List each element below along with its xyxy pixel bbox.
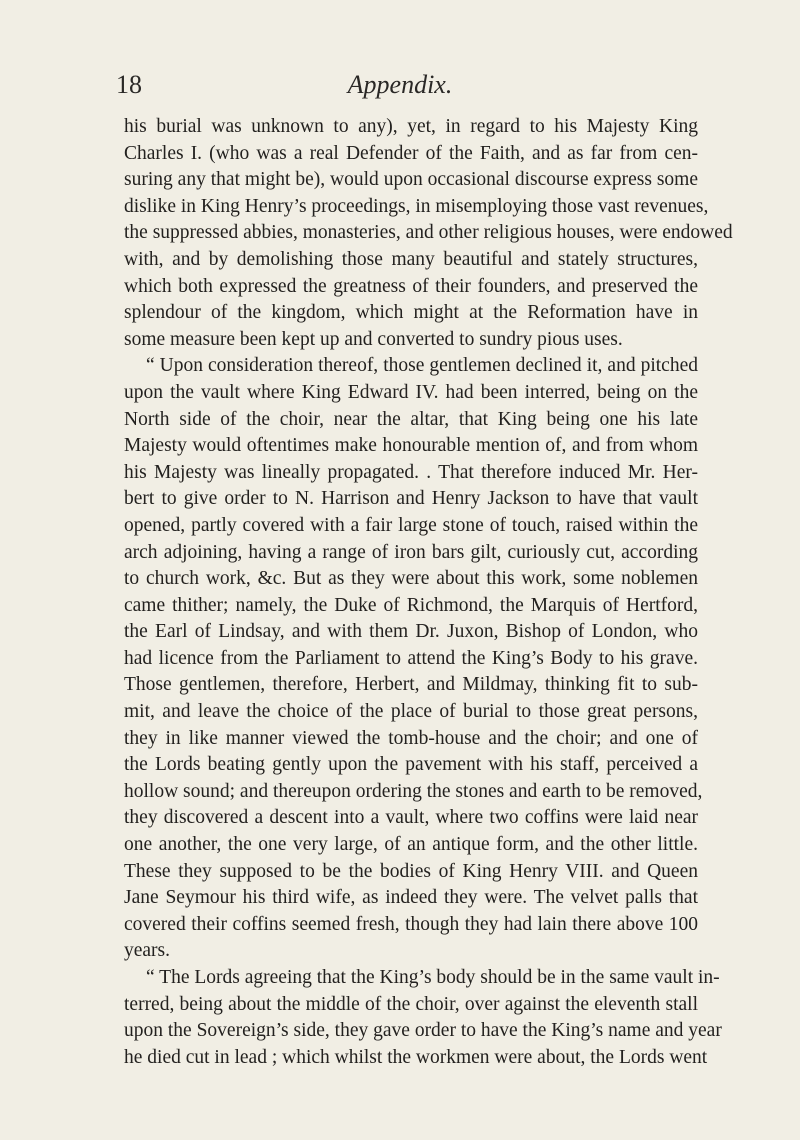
text-line: terred, being about the middle of the choir, over against the eleventh stall bbox=[124, 993, 698, 1015]
running-head: Appendix. bbox=[347, 70, 453, 99]
text-line: some measure been kept up and converted to sundry pious uses. bbox=[124, 328, 623, 350]
text-line: years. bbox=[124, 940, 171, 962]
text-line: dislike in King Henry’s proceedings, in misemploying those vast revenues, bbox=[124, 195, 709, 217]
text-line: arch adjoining, having a range of iron bars gilt, curiously cut, according bbox=[124, 541, 698, 563]
body-text bbox=[124, 114, 733, 1071]
text-line: Those gentlemen, therefore, Herbert, and Mildmay, thinking fit to sub- bbox=[124, 674, 698, 696]
text-line: came thither; namely, the Duke of Richmond, the Marquis of Hertford, bbox=[124, 594, 698, 616]
text-line: the Lords beating gently upon the pavement with his staff, perceived a bbox=[124, 754, 698, 776]
text-line: bert to give order to N. Harrison and Henry Jackson to have that vault bbox=[124, 488, 698, 510]
text-line: suring any that might be), would upon occasional discourse express some bbox=[124, 169, 698, 191]
text-line: with, and by demolishing those many beautiful and stately structures, bbox=[124, 248, 698, 270]
text-line: Jane Seymour his third wife, as indeed they were. The velvet palls that bbox=[124, 887, 698, 909]
text-line: the suppressed abbies, monasteries, and other religious houses, were endowed bbox=[124, 222, 733, 244]
text-line: covered their coffins seemed fresh, though they had lain there above 100 bbox=[124, 913, 698, 935]
text-line: Charles I. (who was a real Defender of the Faith, and as far from cen- bbox=[124, 142, 698, 164]
text-line: his Majesty was lineally propagated. . That therefore induced Mr. Her- bbox=[124, 461, 698, 483]
text-line: Majesty would oftentimes make honourable mention of, and from whom bbox=[124, 435, 698, 457]
page-number: 18 bbox=[116, 70, 142, 99]
text-line: “ Upon consideration thereof, those gentlemen declined it, and pitched bbox=[146, 355, 698, 377]
text-line: his burial was unknown to any), yet, in regard to his Majesty King bbox=[124, 116, 698, 137]
text-line: they in like manner viewed the tomb-house and the choir; and one of bbox=[124, 727, 698, 749]
text-line: splendour of the kingdom, which might at the Reformation have in bbox=[124, 302, 698, 324]
text-line: which both expressed the greatness of their founders, and preserved the bbox=[124, 275, 698, 297]
text-line: North side of the choir, near the altar, that King being one his late bbox=[124, 408, 698, 430]
text-line: These they supposed to be the bodies of King Henry VIII. and Queen bbox=[124, 860, 698, 882]
text-line: one another, the one very large, of an antique form, and the other little. bbox=[124, 834, 698, 856]
text-line: upon the vault where King Edward IV. had been interred, being on the bbox=[124, 381, 698, 403]
text-line: to church work, &c. But as they were about this work, some noblemen bbox=[124, 568, 698, 590]
text-line: mit, and leave the choice of the place of burial to those great persons, bbox=[124, 701, 698, 723]
text-line: had licence from the Parliament to attend the King’s Body to his grave. bbox=[124, 647, 698, 669]
text-line: upon the Sovereign’s side, they gave order to have the King’s name and year bbox=[124, 1020, 722, 1042]
text-line: “ The Lords agreeing that the King’s body should be in the same vault in- bbox=[146, 967, 720, 988]
text-line: the Earl of Lindsay, and with them Dr. Juxon, Bishop of London, who bbox=[124, 621, 698, 643]
text-line: he died cut in lead ; which whilst the workmen were about, the Lords went bbox=[124, 1046, 708, 1068]
text-line: opened, partly covered with a fair large stone of touch, raised within the bbox=[124, 514, 698, 536]
text-line: they discovered a descent into a vault, where two coffins were laid near bbox=[124, 807, 698, 829]
text-line: hollow sound; and thereupon ordering the stones and earth to be removed, bbox=[124, 780, 703, 802]
